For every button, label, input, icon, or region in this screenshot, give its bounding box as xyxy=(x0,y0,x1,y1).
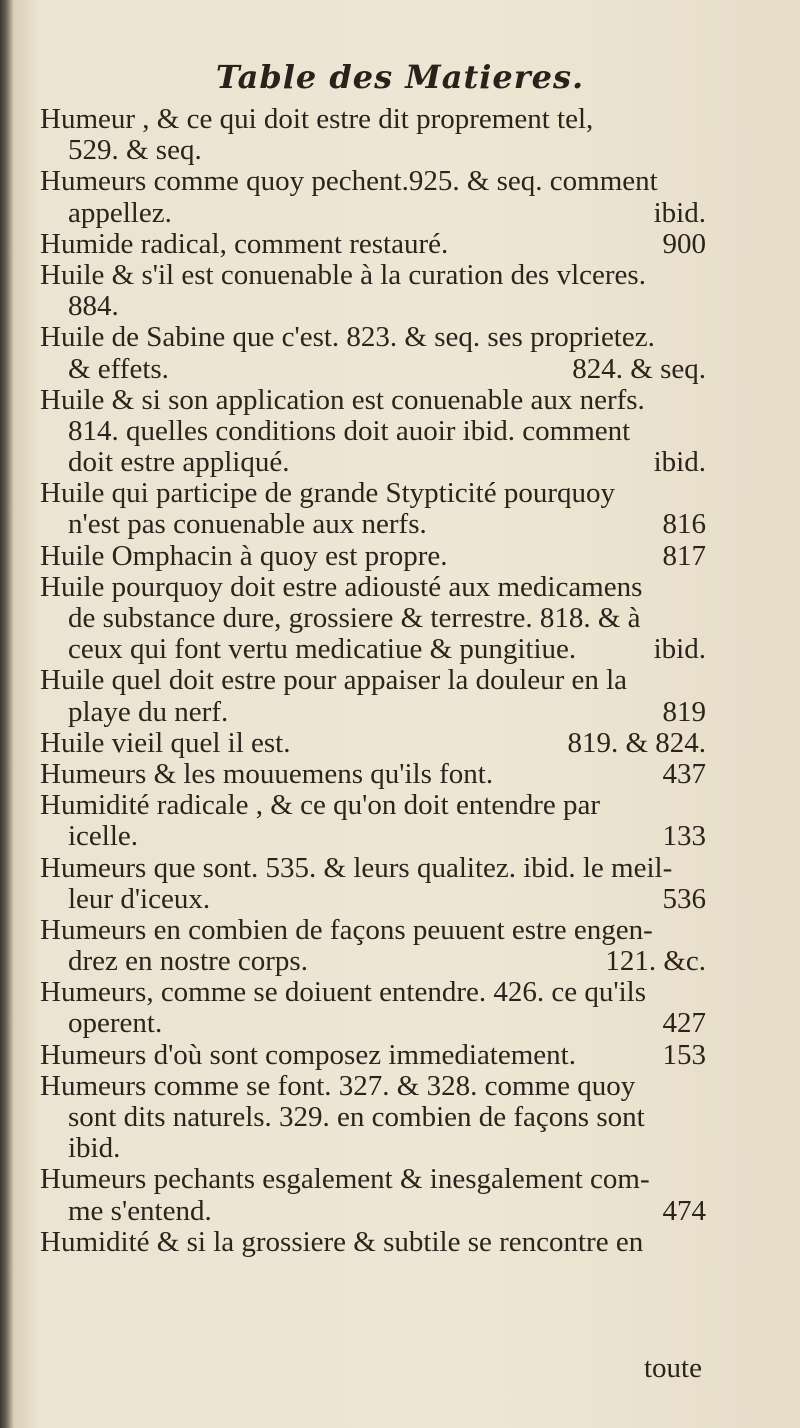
entry-line xyxy=(40,634,706,665)
entry-line xyxy=(40,853,706,884)
entry-page-ref: 816 xyxy=(662,508,706,541)
entry-text: Humidité radicale , & ce qu'on doit entendre par xyxy=(40,789,601,822)
entry-page-ref xyxy=(694,977,706,1008)
entry-text: Humeurs comme quoy pechent.925. & seq. comment xyxy=(40,165,658,198)
entry-line xyxy=(40,728,706,759)
entry-text: Huile Omphacin à quoy est propre. xyxy=(40,539,448,572)
entry-text: Huile qui participe de grande Stypticité pourquoy xyxy=(40,477,616,510)
index-entry xyxy=(40,665,706,727)
entry-line xyxy=(40,291,706,322)
catchword: toute xyxy=(644,1352,702,1384)
entry-text: Huile de Sabine que c'est. 823. & seq. ses proprietez. xyxy=(40,321,655,354)
entry-text: Humeurs que sont. 535. & leurs qualitez. ibid. le meil- xyxy=(40,851,673,884)
entry-text: Huile vieil quel il est. xyxy=(40,726,291,759)
entry-text: Humeurs pechants esgalement & inesgalement com- xyxy=(40,1163,650,1196)
entry-page-ref: ibid. xyxy=(653,446,706,479)
entry-line xyxy=(40,322,706,353)
entry-line xyxy=(40,603,706,634)
entry-line xyxy=(40,946,706,977)
index-entry xyxy=(40,915,706,977)
entry-page-ref: 437 xyxy=(662,757,706,790)
index-entry xyxy=(40,759,706,790)
index-entry xyxy=(40,541,706,572)
index-entry xyxy=(40,728,706,759)
entry-text: Humeurs en combien de façons peuuent estre engen- xyxy=(40,913,653,946)
index-entry xyxy=(40,790,706,852)
entry-line xyxy=(40,1040,706,1071)
entry-line xyxy=(40,821,706,852)
entry-page-ref: ibid. xyxy=(653,196,706,229)
entry-page-ref xyxy=(694,478,706,509)
entry-line xyxy=(40,1227,706,1258)
entry-text: Humeur , & ce qui doit estre dit proprement tel, xyxy=(40,103,594,135)
entry-page-ref: 817 xyxy=(662,539,706,572)
entry-page-ref xyxy=(694,260,706,291)
entry-line xyxy=(40,915,706,946)
entry-line xyxy=(40,135,706,166)
entry-page-ref: 474 xyxy=(662,1194,706,1227)
entry-page-ref: 133 xyxy=(662,820,706,853)
entry-text: leur d'iceux. xyxy=(68,882,211,915)
index-entry xyxy=(40,322,706,384)
index-entry xyxy=(40,385,706,479)
index-entry xyxy=(40,853,706,915)
entry-text: doit estre appliqué. xyxy=(68,446,290,479)
entry-text: playe du nerf. xyxy=(68,695,229,728)
entry-line xyxy=(40,759,706,790)
entry-line xyxy=(40,1008,706,1039)
entry-text: n'est pas conuenable aux nerfs. xyxy=(68,508,427,541)
entry-page-ref xyxy=(694,572,706,603)
entry-page-ref xyxy=(694,1071,706,1102)
entry-page-ref xyxy=(694,1102,706,1133)
entry-text: Humeurs, comme se doiuent entendre. 426. ce qu'ils xyxy=(40,976,647,1009)
entry-line xyxy=(40,229,706,260)
entry-page-ref xyxy=(694,1133,706,1164)
index-entry xyxy=(40,1164,706,1226)
index-entry xyxy=(40,478,706,540)
entry-text: 884. xyxy=(68,290,119,323)
entry-line xyxy=(40,1164,706,1195)
entry-text: Humeurs d'où sont composez immediatement. xyxy=(40,1038,576,1071)
index-entry xyxy=(40,166,706,228)
entry-line xyxy=(40,697,706,728)
entry-page-ref: 900 xyxy=(662,227,706,260)
entry-page-ref xyxy=(694,416,706,447)
entry-text: Huile & s'il est conuenable à la curation des vlceres. xyxy=(40,258,646,291)
entry-text: Humide radical, comment restauré. xyxy=(40,227,449,260)
entry-text: Humeurs comme se font. 327. & 328. comme quoy xyxy=(40,1069,636,1102)
entry-page-ref xyxy=(694,135,706,166)
entry-page-ref xyxy=(694,603,706,634)
entry-line xyxy=(40,1071,706,1102)
entry-text: operent. xyxy=(68,1007,163,1040)
entry-line xyxy=(40,354,706,385)
entry-line xyxy=(40,447,706,478)
entry-page-ref xyxy=(694,166,706,197)
entry-text: ceux qui font vertu medicatiue & pungitiue. xyxy=(68,633,577,666)
entry-text: Humeurs & les mouuemens qu'ils font. xyxy=(40,757,494,790)
entry-page-ref xyxy=(694,790,706,821)
entry-line xyxy=(40,198,706,229)
entry-page-ref xyxy=(694,1227,706,1258)
entry-line xyxy=(40,1102,706,1133)
entry-text: Huile quel doit estre pour appaiser la douleur en la xyxy=(40,664,628,697)
index-entry xyxy=(40,260,706,322)
entry-line xyxy=(40,509,706,540)
entry-text: ibid. xyxy=(68,1132,121,1165)
entry-text: appellez. xyxy=(68,196,172,229)
entry-text: Huile & si son application est conuenable aux nerfs. xyxy=(40,383,645,416)
entry-page-ref: 121. &c. xyxy=(605,945,706,978)
entry-page-ref xyxy=(694,385,706,416)
index-entries xyxy=(40,104,706,1258)
entry-page-ref: 819 xyxy=(662,695,706,728)
entry-page-ref: 819. & 824. xyxy=(567,726,706,759)
index-entry xyxy=(40,104,706,166)
entry-text: Humidité & si la grossiere & subtile se rencontre en xyxy=(40,1225,644,1258)
entry-line xyxy=(40,260,706,291)
entry-line xyxy=(40,541,706,572)
entry-page-ref: ibid. xyxy=(653,633,706,666)
page-header: Table des Matieres. xyxy=(215,58,585,96)
entry-page-ref xyxy=(694,915,706,946)
index-entry xyxy=(40,229,706,260)
entry-line xyxy=(40,478,706,509)
entry-line xyxy=(40,416,706,447)
index-entry xyxy=(40,572,706,666)
entry-text: me s'entend. xyxy=(68,1194,212,1227)
entry-page-ref xyxy=(694,291,706,322)
entry-line xyxy=(40,884,706,915)
entry-line xyxy=(40,977,706,1008)
entry-text: 814. quelles conditions doit auoir ibid. comment xyxy=(68,414,631,447)
entry-line xyxy=(40,665,706,696)
entry-page-ref xyxy=(694,853,706,884)
index-entry xyxy=(40,1040,706,1071)
entry-text: Huile pourquoy doit estre adiousté aux medicamens xyxy=(40,570,643,603)
entry-text: & effets. xyxy=(68,352,169,385)
entry-line xyxy=(40,385,706,416)
entry-text: sont dits naturels. 329. en combien de façons sont xyxy=(68,1101,645,1133)
entry-line xyxy=(40,1196,706,1227)
entry-line xyxy=(40,166,706,197)
entry-text: drez en nostre corps. xyxy=(68,945,308,978)
entry-text: icelle. xyxy=(68,820,139,853)
entry-line xyxy=(40,1133,706,1164)
entry-text: 529. & seq. xyxy=(68,134,202,167)
index-entry xyxy=(40,1227,706,1258)
index-entry xyxy=(40,977,706,1039)
entry-page-ref: 824. & seq. xyxy=(572,352,706,385)
entry-line xyxy=(40,572,706,603)
entry-line xyxy=(40,104,706,135)
entry-page-ref xyxy=(694,1164,706,1195)
entry-line xyxy=(40,790,706,821)
entry-text: de substance dure, grossiere & terrestre. 818. & à xyxy=(68,602,641,634)
entry-page-ref xyxy=(694,104,706,135)
entry-page-ref xyxy=(694,665,706,696)
entry-page-ref: 536 xyxy=(662,882,706,915)
index-entry xyxy=(40,1071,706,1165)
entry-page-ref: 427 xyxy=(662,1007,706,1040)
entry-page-ref: 153 xyxy=(662,1038,706,1071)
entry-page-ref xyxy=(694,322,706,353)
